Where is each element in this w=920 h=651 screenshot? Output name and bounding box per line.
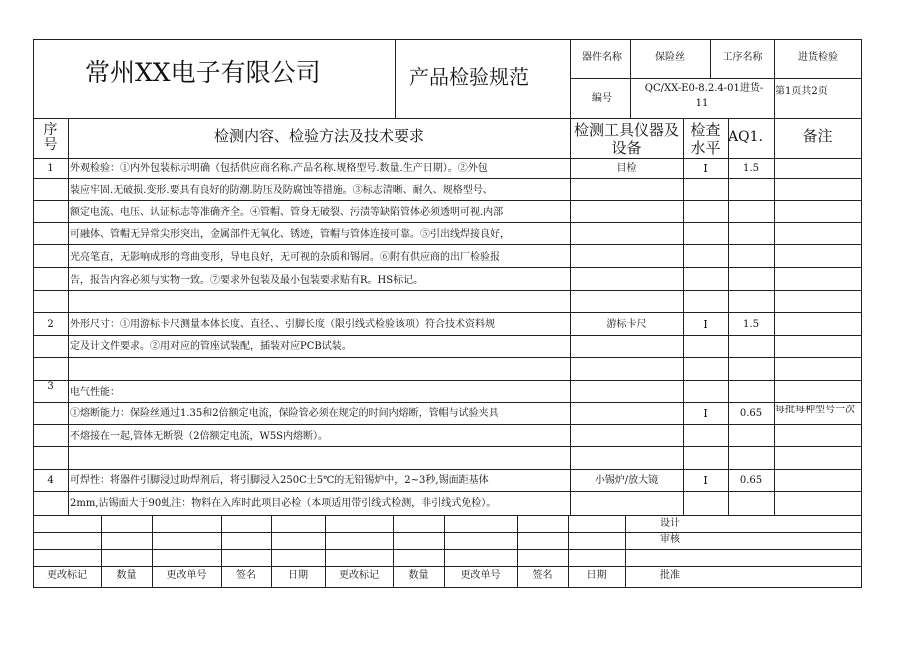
- part-name-label: 器件名称: [582, 52, 622, 63]
- col-content: 检测内容、检验方法及技术要求: [214, 127, 425, 145]
- col-aql: AQ1.: [728, 129, 763, 145]
- code-label: 编号: [592, 93, 612, 104]
- column-header-bottom: [33, 158, 862, 159]
- item-no: 1: [47, 163, 54, 174]
- change-mark-label-2: 更改标记: [339, 570, 379, 581]
- item-text-line: 额定电流、电压、认证标志等准确齐全。④管帽、管身无破裂、污渍等缺陷管体必须透明可视.内部: [70, 207, 504, 218]
- document-title: 产品检验规范: [409, 65, 529, 89]
- border-left: [33, 39, 34, 588]
- border-right: [861, 39, 862, 588]
- col-tools-2: 设备: [611, 139, 642, 157]
- col-seq-2: 号: [43, 137, 58, 153]
- process-value: 进货检验: [798, 52, 838, 63]
- col-level-2: 水平: [690, 139, 721, 157]
- process-label: 工序名称: [722, 52, 763, 63]
- company-name: 常州XX电子有限公司: [85, 58, 321, 87]
- col-seq: 序: [43, 122, 58, 138]
- item-text-line: 不熔接在一起,管体无断裂（2倍额定电流，W5S内熔断）。: [70, 431, 329, 442]
- item-aql: 0.65: [739, 408, 763, 419]
- item-aql: 0.65: [739, 475, 763, 486]
- item-text-line: 告，报告内容必须与实物一致。⑦要求外包装及最小包装要求贴有R。HS标记。: [70, 275, 424, 286]
- item-text-line: 可融体、管帽无异常尖形突出，金属部件无氧化、锈迹，管帽与管体连接可靠。⑤引出线焊接良好，: [70, 229, 510, 240]
- approve-label: 批准: [660, 570, 680, 581]
- item-text-line: ①熔断能力：保险丝通过1.35和2倍额定电流，保险管必须在规定的时间内熔断，管帽与试验夹具: [70, 408, 499, 419]
- item-text-line: 2mm,沾锡面大于90虬注：物料在入库时此项目必检（本项适用带引线式检测，非引线式免检）。: [70, 498, 497, 509]
- part-name-value: 保险丝: [655, 52, 685, 63]
- change-qty-label: 数量: [116, 570, 137, 581]
- item-text-line: 光亮笔直，无影响成形的弯曲变形，导电良好，无可视的杂质和锡屑。⑥附有供应商的出厂检验报: [70, 252, 500, 263]
- item-tool: 目检: [616, 163, 637, 174]
- item-remark: 每批每种型号一次: [775, 405, 855, 415]
- item-text-line: 定及计文件要求。②用对应的管座试装配，插装对应PCB试装。: [70, 341, 352, 352]
- item-no: 3: [47, 381, 54, 392]
- item-level: I: [703, 318, 708, 331]
- item-tool: 游标卡尺: [606, 319, 647, 330]
- code-value-cont: 11: [695, 98, 709, 109]
- col-level: 检查: [690, 121, 721, 139]
- item-aql: 1.5: [743, 163, 759, 174]
- header-bottom-line: [33, 118, 862, 119]
- item-level: I: [703, 162, 708, 175]
- item-level: I: [703, 474, 708, 487]
- item-tool: 小锡炉/放大镜: [594, 475, 659, 486]
- change-order-label-2: 更改单号: [460, 570, 501, 581]
- page-info: 第1页共2页: [775, 86, 828, 97]
- header-mid-line: [570, 78, 862, 79]
- change-date-label-2: 日期: [586, 570, 607, 581]
- change-qty-label-2: 数量: [408, 570, 429, 581]
- design-label: 设计: [660, 518, 680, 529]
- item-text-line: 外观检验：①内外包装标示明确（包括供应商名称.产品名称.规格型号.数量.生产日期）。②外包: [70, 163, 488, 174]
- change-mark-label: 更改标记: [47, 570, 87, 581]
- item-aql: 1.5: [743, 319, 759, 330]
- change-sign-label: 签名: [236, 570, 256, 581]
- inspection-spec-sheet: [33, 39, 862, 588]
- col-remarks: 备注: [802, 127, 833, 145]
- item-level: I: [703, 407, 708, 420]
- review-label: 审核: [660, 534, 680, 545]
- item-no: 2: [47, 319, 54, 330]
- item-text-line: 装应牢固.无破损.变形.要具有良好的防潮.防压及防腐蚀等措施。③标志清晰、耐久、规格型号、: [70, 185, 493, 196]
- item-text-line: 外形尺寸：①用游标卡尺测量本体长度、直径、、引脚长度（限引线式检验该项）符合技术资料规: [70, 319, 495, 330]
- change-order-label: 更改单号: [166, 570, 207, 581]
- change-sign-label-2: 签名: [532, 570, 553, 581]
- item-title: 电气性能：: [70, 387, 120, 398]
- change-date-label: 日期: [288, 570, 308, 581]
- border-top: [33, 39, 862, 40]
- border-bottom: [33, 587, 862, 588]
- code-value: QC/XX-E0-8.2.4-01进货-: [644, 83, 764, 94]
- item-no: 4: [47, 475, 54, 486]
- col-tools: 检测工具仪器及: [573, 121, 679, 139]
- item-text-line: 可焊性：将器件引脚浸过助焊剂后，将引脚浸入250C士5℃的无铅锡炉中，2~3秒,锡面距基体: [70, 475, 489, 486]
